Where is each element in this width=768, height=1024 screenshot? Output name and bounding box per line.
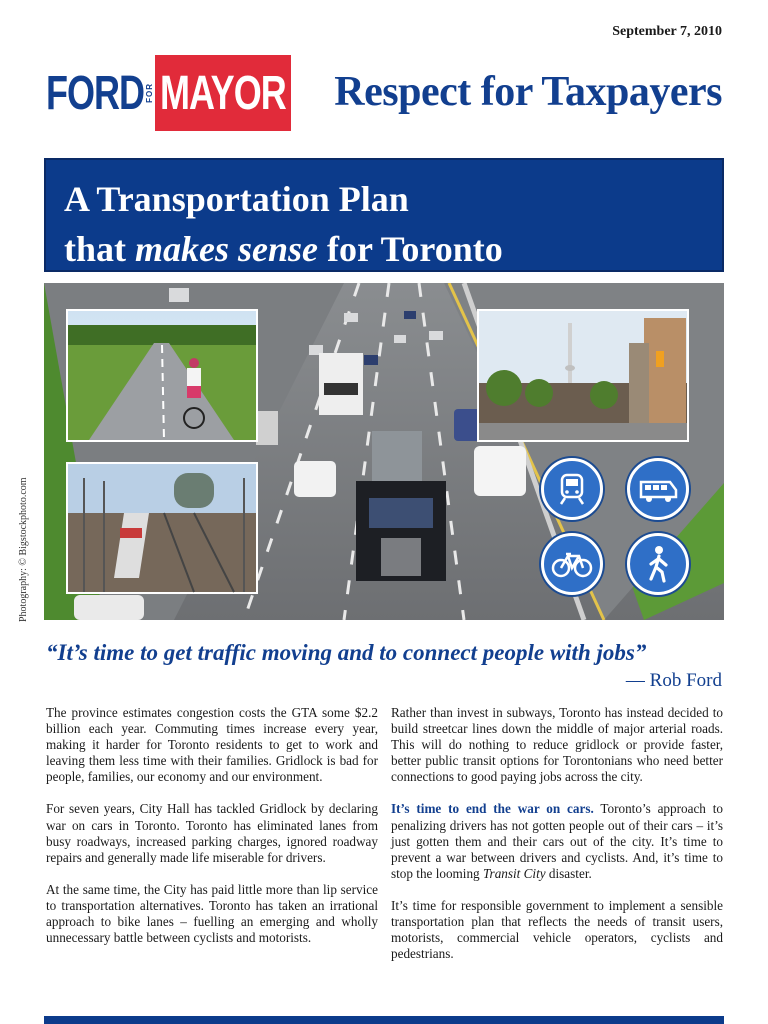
bus-icon (627, 458, 689, 520)
title-emphasis: makes sense (135, 229, 318, 269)
quote-author: — Rob Ford (625, 670, 722, 691)
transit-city-emphasis: Transit City (482, 865, 546, 881)
lead-in-heading: It’s time to end the war on cars. (391, 801, 594, 817)
logo-mayor-text: MAYOR (160, 64, 286, 120)
toronto-street-inset (478, 310, 688, 441)
logo-ford-text: FORD (46, 64, 144, 120)
logo-mayor-block (155, 55, 291, 131)
paragraph: It’s time for responsible government to implement a sensible transportation plan that reflects the needs of transit users, motorists, commercial vehicle operators, cyclists and pedestrians. (391, 897, 723, 962)
body-column-right (391, 705, 723, 978)
title-line-2 (64, 224, 704, 274)
subway-inset (67, 463, 257, 593)
date: September 7, 2010 (612, 24, 722, 39)
ford-for-mayor-logo (46, 55, 291, 131)
body-column-left (46, 705, 378, 962)
pedestrian-icon (627, 533, 689, 595)
paragraph: The province estimates congestion costs the GTA some $2.2 billion each year. Commuting times increase every year, making it harder for Toronto residents to get to work and leaving them less time with their families. Gridlock is bad for people, families, our economy and our environment. (46, 705, 378, 785)
quote-text: “It’s time to get traffic moving and to connect people with jobs” (46, 640, 647, 665)
paragraph-text: Toronto’s approach to penalizing drivers has not gotten people out of their cars – it’s just gotten them and their cars out of the city. It’s time to prevent a war between drivers and cyclists. And, it’s time to stop the looming (391, 801, 723, 881)
highway-photo-collage (44, 283, 724, 620)
photo-credit (18, 450, 38, 630)
title-line-2-start: that (64, 229, 135, 269)
logo-for-text: FOR (145, 83, 154, 103)
paragraph-text-end: disaster. (545, 865, 592, 881)
cyclist-inset (67, 310, 257, 441)
title-banner (44, 158, 724, 272)
photo-credit-text: Photography: © Bigstockphoto.com (18, 477, 29, 622)
tagline: Respect for Taxpayers (334, 69, 722, 115)
title-line-1: A Transportation Plan (64, 179, 409, 219)
paragraph: Rather than invest in subways, Toronto has instead decided to build streetcar lines down the middle of major arterial roads. This will do nothing to reduce gridlock or provide faster, better public transit options for Torontonians who need better connections to good paying jobs across the city. (391, 705, 723, 785)
paragraph: For seven years, City Hall has tackled Gridlock by declaring war on cars in Toronto. Toronto has eliminated lanes from busy roadways, increased parking charges, ignored roadway repairs and generally made life miserable for drivers. (46, 801, 378, 865)
streetcar-icon (541, 458, 603, 520)
paragraph (391, 801, 723, 881)
footer-bar (44, 1016, 724, 1024)
highway-scene (44, 283, 724, 620)
title-line-2-end: for Toronto (318, 229, 503, 269)
bicycle-icon (541, 533, 603, 595)
paragraph: At the same time, the City has paid little more than lip service to transportation alternatives. Toronto has taken an irrational approach to bike lanes – fuelling an emerging and wholly unnecessary battle between cyclists and motorists. (46, 881, 378, 946)
